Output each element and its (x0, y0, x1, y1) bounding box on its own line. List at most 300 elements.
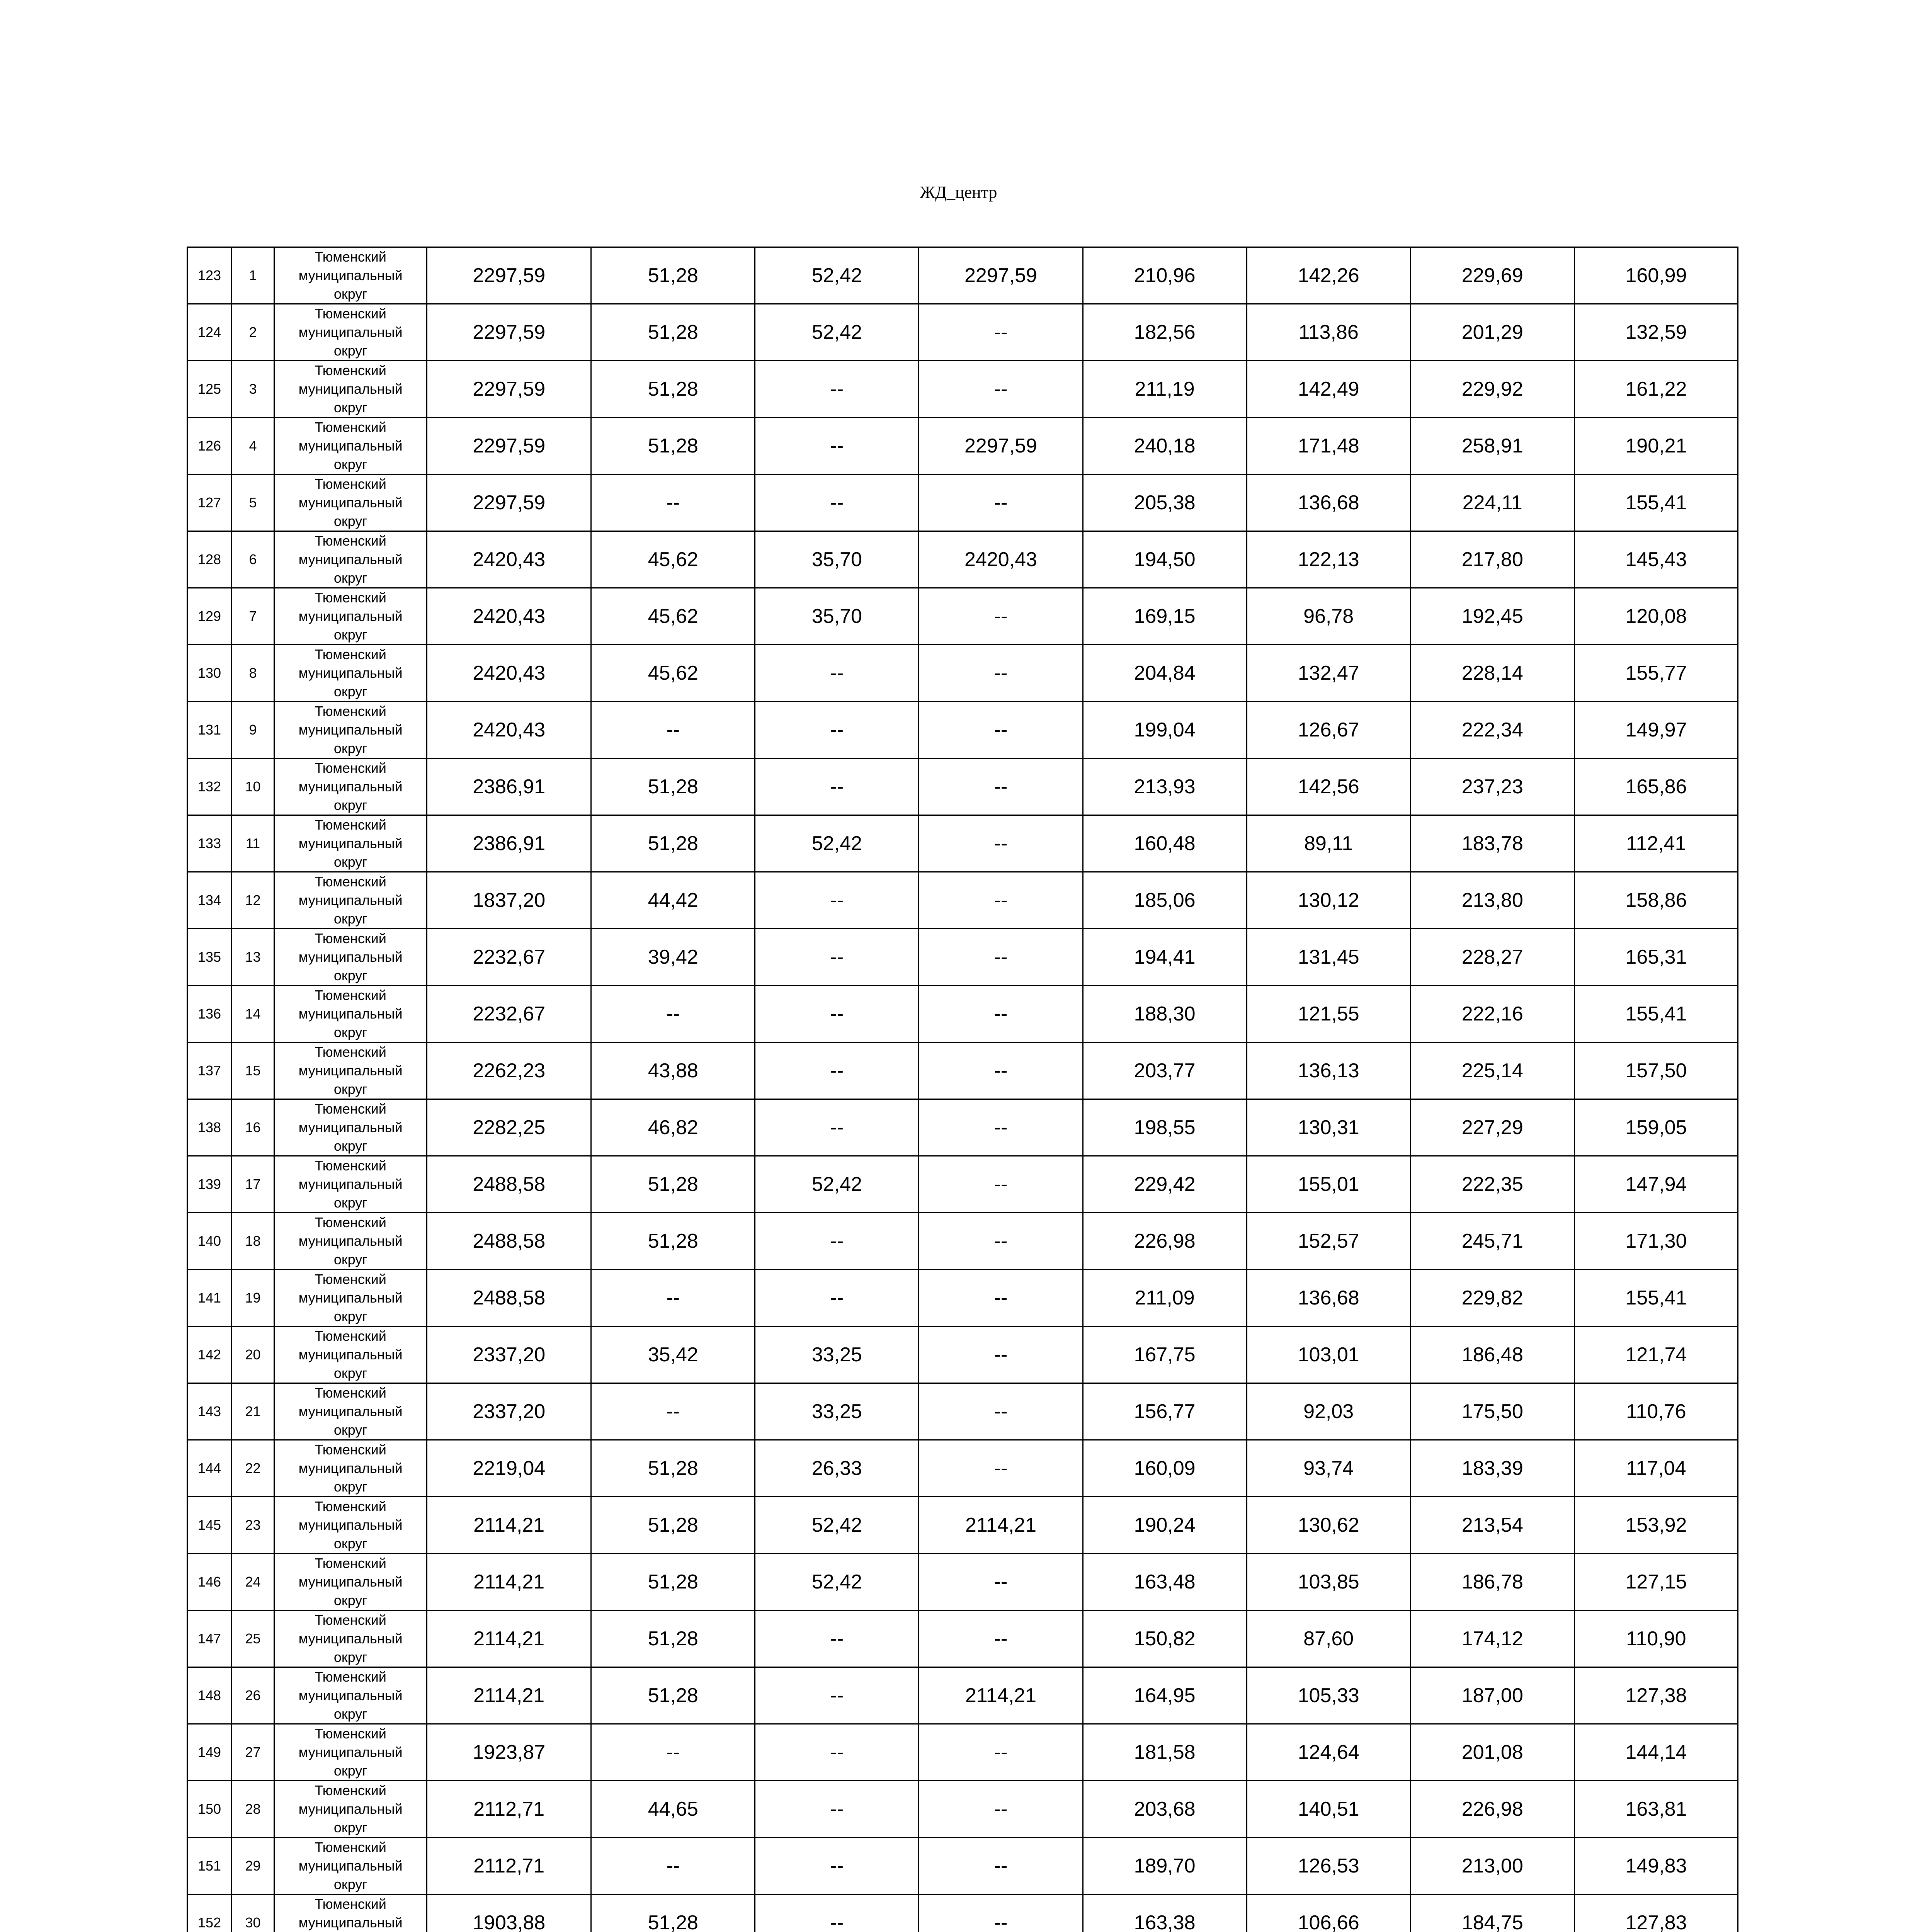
value-cell: 142,49 (1247, 361, 1410, 418)
value-cell: 52,42 (755, 1554, 919, 1611)
district-cell (274, 645, 427, 702)
value-cell: 161,22 (1574, 361, 1738, 418)
value-cell: -- (919, 759, 1083, 815)
row-number-cell: 12 (232, 872, 274, 929)
row-number-cell: 13 (232, 929, 274, 986)
value-cell: -- (919, 1213, 1083, 1270)
value-cell: 155,77 (1574, 645, 1738, 702)
value-cell: 201,08 (1410, 1724, 1574, 1781)
row-index-cell: 150 (187, 1781, 232, 1838)
value-cell: 51,28 (591, 247, 755, 304)
value-cell: -- (919, 1043, 1083, 1099)
value-cell: 51,28 (591, 1440, 755, 1497)
value-cell: 51,28 (591, 1895, 755, 1932)
table-row (187, 645, 1738, 702)
value-cell: 1837,20 (427, 872, 591, 929)
row-number-cell: 6 (232, 531, 274, 588)
value-cell: -- (755, 929, 919, 986)
district-type-line: муниципальный (298, 1915, 403, 1930)
table-row (187, 531, 1738, 588)
value-cell: 2488,58 (427, 1270, 591, 1327)
value-cell: -- (755, 474, 919, 531)
value-cell: 164,95 (1083, 1667, 1247, 1724)
row-index-cell: 146 (187, 1554, 232, 1611)
district-type-line: муниципальный (298, 1687, 403, 1703)
value-cell: 35,70 (755, 531, 919, 588)
district-type-suffix: округ (333, 684, 367, 699)
value-cell: 110,90 (1574, 1611, 1738, 1667)
table-row (187, 1611, 1738, 1667)
row-index-cell: 135 (187, 929, 232, 986)
district-cell (274, 1099, 427, 1156)
value-cell: 222,34 (1410, 702, 1574, 759)
row-number-cell: 22 (232, 1440, 274, 1497)
table-row (187, 1667, 1738, 1724)
value-cell: 228,14 (1410, 645, 1574, 702)
value-cell: 144,14 (1574, 1724, 1738, 1781)
table-row (187, 588, 1738, 645)
district-type-suffix: округ (333, 1592, 367, 1608)
value-cell: 51,28 (591, 1213, 755, 1270)
value-cell: 92,03 (1247, 1383, 1410, 1440)
value-cell: 185,06 (1083, 872, 1247, 929)
table-body (187, 247, 1738, 1932)
value-cell: 258,91 (1410, 418, 1574, 474)
district-name: Тюменский (315, 1555, 386, 1571)
value-cell: 186,48 (1410, 1327, 1574, 1383)
value-cell: 2232,67 (427, 986, 591, 1043)
value-cell: 2114,21 (919, 1667, 1083, 1724)
district-type-line: муниципальный (298, 1460, 403, 1476)
tariff-table (187, 247, 1738, 1932)
value-cell: 211,19 (1083, 361, 1247, 418)
value-cell: 192,45 (1410, 588, 1574, 645)
district-type-suffix: округ (333, 1479, 367, 1495)
district-type-line: муниципальный (298, 1574, 403, 1590)
row-index-cell: 134 (187, 872, 232, 929)
value-cell: 2488,58 (427, 1213, 591, 1270)
value-cell: 105,33 (1247, 1667, 1410, 1724)
value-cell: 103,01 (1247, 1327, 1410, 1383)
value-cell: 181,58 (1083, 1724, 1247, 1781)
value-cell: 87,60 (1247, 1611, 1410, 1667)
table-row (187, 872, 1738, 929)
value-cell: 45,62 (591, 588, 755, 645)
district-name: Тюменский (315, 1669, 386, 1685)
value-cell: 142,26 (1247, 247, 1410, 304)
district-name: Тюменский (315, 1328, 386, 1344)
value-cell: 52,42 (755, 304, 919, 361)
table-row (187, 929, 1738, 986)
value-cell: 2337,20 (427, 1383, 591, 1440)
district-cell (274, 1327, 427, 1383)
district-name: Тюменский (315, 1214, 386, 1230)
row-number-cell: 17 (232, 1156, 274, 1213)
value-cell: -- (919, 1838, 1083, 1895)
district-type-line: муниципальный (298, 1631, 403, 1646)
value-cell: -- (919, 1383, 1083, 1440)
district-name: Тюменский (315, 987, 386, 1003)
value-cell: 51,28 (591, 361, 755, 418)
table-row (187, 1440, 1738, 1497)
value-cell: -- (919, 1554, 1083, 1611)
value-cell: 153,92 (1574, 1497, 1738, 1554)
district-name: Тюменский (315, 1044, 386, 1060)
district-type-line: муниципальный (298, 1006, 403, 1022)
district-name: Тюменский (315, 1385, 386, 1401)
value-cell: 188,30 (1083, 986, 1247, 1043)
value-cell: 149,97 (1574, 702, 1738, 759)
district-type-suffix: округ (333, 1876, 367, 1892)
row-number-cell: 10 (232, 759, 274, 815)
value-cell: 121,55 (1247, 986, 1410, 1043)
value-cell: -- (755, 1667, 919, 1724)
value-cell: 2114,21 (919, 1497, 1083, 1554)
value-cell: -- (591, 1838, 755, 1895)
value-cell: -- (919, 986, 1083, 1043)
value-cell: 147,94 (1574, 1156, 1738, 1213)
value-cell: 51,28 (591, 1156, 755, 1213)
value-cell: 51,28 (591, 759, 755, 815)
value-cell: 203,68 (1083, 1781, 1247, 1838)
value-cell: 2420,43 (427, 531, 591, 588)
value-cell: -- (755, 1043, 919, 1099)
value-cell: 217,80 (1410, 531, 1574, 588)
value-cell: 51,28 (591, 1611, 755, 1667)
table-row (187, 815, 1738, 872)
district-cell (274, 986, 427, 1043)
row-index-cell: 140 (187, 1213, 232, 1270)
row-index-cell: 138 (187, 1099, 232, 1156)
value-cell: -- (919, 304, 1083, 361)
value-cell: 117,04 (1574, 1440, 1738, 1497)
value-cell: -- (919, 1611, 1083, 1667)
value-cell: -- (919, 361, 1083, 418)
district-name: Тюменский (315, 817, 386, 833)
row-index-cell: 126 (187, 418, 232, 474)
value-cell: 157,50 (1574, 1043, 1738, 1099)
value-cell: 245,71 (1410, 1213, 1574, 1270)
value-cell: 35,42 (591, 1327, 755, 1383)
value-cell: -- (755, 1724, 919, 1781)
row-number-cell: 7 (232, 588, 274, 645)
value-cell: 89,11 (1247, 815, 1410, 872)
district-cell (274, 702, 427, 759)
table-row (187, 986, 1738, 1043)
value-cell: -- (919, 872, 1083, 929)
value-cell: 2420,43 (427, 588, 591, 645)
row-number-cell: 30 (232, 1895, 274, 1932)
value-cell: 160,99 (1574, 247, 1738, 304)
district-name: Тюменский (315, 306, 386, 321)
value-cell: 1923,87 (427, 1724, 591, 1781)
district-name: Тюменский (315, 476, 386, 492)
row-number-cell: 3 (232, 361, 274, 418)
row-number-cell: 27 (232, 1724, 274, 1781)
district-type-line: муниципальный (298, 324, 403, 340)
row-index-cell: 137 (187, 1043, 232, 1099)
district-type-line: муниципальный (298, 949, 403, 965)
row-number-cell: 15 (232, 1043, 274, 1099)
value-cell: 149,83 (1574, 1838, 1738, 1895)
value-cell: 228,27 (1410, 929, 1574, 986)
value-cell: 199,04 (1083, 702, 1247, 759)
value-cell: 127,83 (1574, 1895, 1738, 1932)
district-type-suffix: округ (333, 1081, 367, 1097)
district-type-suffix: округ (333, 968, 367, 983)
district-type-suffix: округ (333, 740, 367, 756)
value-cell: 130,31 (1247, 1099, 1410, 1156)
table-row (187, 1724, 1738, 1781)
table-row (187, 1099, 1738, 1156)
value-cell: -- (755, 1895, 919, 1932)
district-type-suffix: округ (333, 456, 367, 472)
value-cell: 155,41 (1574, 1270, 1738, 1327)
district-name: Тюменский (315, 1158, 386, 1173)
table-row (187, 1838, 1738, 1895)
value-cell: -- (919, 1781, 1083, 1838)
value-cell: -- (591, 986, 755, 1043)
row-number-cell: 2 (232, 304, 274, 361)
district-type-line: муниципальный (298, 722, 403, 738)
row-index-cell: 141 (187, 1270, 232, 1327)
district-name: Тюменский (315, 1612, 386, 1628)
district-cell (274, 1156, 427, 1213)
value-cell: 171,30 (1574, 1213, 1738, 1270)
value-cell: -- (919, 1440, 1083, 1497)
value-cell: 52,42 (755, 1497, 919, 1554)
value-cell: 171,48 (1247, 418, 1410, 474)
value-cell: 1903,88 (427, 1895, 591, 1932)
value-cell: 127,15 (1574, 1554, 1738, 1611)
value-cell: 163,48 (1083, 1554, 1247, 1611)
value-cell: 35,70 (755, 588, 919, 645)
value-cell: 175,50 (1410, 1383, 1574, 1440)
row-index-cell: 147 (187, 1611, 232, 1667)
value-cell: 52,42 (755, 815, 919, 872)
value-cell: -- (755, 872, 919, 929)
value-cell: -- (919, 1099, 1083, 1156)
value-cell: 51,28 (591, 1667, 755, 1724)
district-type-suffix: округ (333, 570, 367, 586)
row-number-cell: 19 (232, 1270, 274, 1327)
row-index-cell: 149 (187, 1724, 232, 1781)
value-cell: 183,78 (1410, 815, 1574, 872)
district-type-suffix: округ (333, 1422, 367, 1438)
value-cell: 43,88 (591, 1043, 755, 1099)
value-cell: 130,12 (1247, 872, 1410, 929)
district-type-line: муниципальный (298, 1347, 403, 1362)
district-type-line: муниципальный (298, 1517, 403, 1533)
value-cell: 126,53 (1247, 1838, 1410, 1895)
district-cell (274, 1043, 427, 1099)
row-number-cell: 23 (232, 1497, 274, 1554)
value-cell: 2297,59 (427, 247, 591, 304)
value-cell: 2420,43 (919, 531, 1083, 588)
value-cell: 2112,71 (427, 1838, 591, 1895)
value-cell: 51,28 (591, 815, 755, 872)
district-cell (274, 588, 427, 645)
row-number-cell: 21 (232, 1383, 274, 1440)
value-cell: 113,86 (1247, 304, 1410, 361)
value-cell: 225,14 (1410, 1043, 1574, 1099)
value-cell: 186,78 (1410, 1554, 1574, 1611)
value-cell: 163,38 (1083, 1895, 1247, 1932)
district-cell (274, 759, 427, 815)
value-cell: 126,67 (1247, 702, 1410, 759)
value-cell: 205,38 (1083, 474, 1247, 531)
value-cell: 46,82 (591, 1099, 755, 1156)
district-name: Тюменский (315, 590, 386, 605)
district-cell (274, 1667, 427, 1724)
value-cell: 2297,59 (427, 304, 591, 361)
value-cell: 210,96 (1083, 247, 1247, 304)
value-cell: -- (919, 1895, 1083, 1932)
district-type-suffix: округ (333, 1195, 367, 1211)
value-cell: 136,13 (1247, 1043, 1410, 1099)
district-name: Тюменский (315, 249, 386, 265)
row-index-cell: 127 (187, 474, 232, 531)
district-name: Тюменский (315, 1839, 386, 1855)
value-cell: 229,42 (1083, 1156, 1247, 1213)
row-index-cell: 124 (187, 304, 232, 361)
value-cell: 229,82 (1410, 1270, 1574, 1327)
value-cell: 2219,04 (427, 1440, 591, 1497)
district-cell (274, 1383, 427, 1440)
row-index-cell: 129 (187, 588, 232, 645)
value-cell: 213,93 (1083, 759, 1247, 815)
table-row (187, 304, 1738, 361)
value-cell: 222,35 (1410, 1156, 1574, 1213)
row-index-cell: 131 (187, 702, 232, 759)
district-type-suffix: округ (333, 513, 367, 529)
value-cell: 2297,59 (427, 418, 591, 474)
value-cell: 2262,23 (427, 1043, 591, 1099)
value-cell: 2282,25 (427, 1099, 591, 1156)
row-number-cell: 28 (232, 1781, 274, 1838)
district-type-suffix: округ (333, 1024, 367, 1040)
value-cell: -- (591, 1724, 755, 1781)
value-cell: 51,28 (591, 1554, 755, 1611)
value-cell: -- (591, 1383, 755, 1440)
value-cell: 203,77 (1083, 1043, 1247, 1099)
table-row (187, 1156, 1738, 1213)
value-cell: 2337,20 (427, 1327, 591, 1383)
table-row (187, 1383, 1738, 1440)
value-cell: 187,00 (1410, 1667, 1574, 1724)
value-cell: 160,09 (1083, 1440, 1247, 1497)
district-cell (274, 531, 427, 588)
value-cell: -- (591, 474, 755, 531)
value-cell: 2297,59 (919, 247, 1083, 304)
row-number-cell: 4 (232, 418, 274, 474)
value-cell: -- (755, 986, 919, 1043)
value-cell: 229,69 (1410, 247, 1574, 304)
value-cell: 45,62 (591, 645, 755, 702)
district-name: Тюменский (315, 930, 386, 946)
district-cell (274, 1838, 427, 1895)
value-cell: 226,98 (1410, 1781, 1574, 1838)
table-row (187, 1043, 1738, 1099)
district-cell (274, 1213, 427, 1270)
district-cell (274, 247, 427, 304)
value-cell: 169,15 (1083, 588, 1247, 645)
value-cell: 52,42 (755, 247, 919, 304)
value-cell: -- (755, 1099, 919, 1156)
value-cell: 45,62 (591, 531, 755, 588)
value-cell: 229,92 (1410, 361, 1574, 418)
value-cell: 159,05 (1574, 1099, 1738, 1156)
district-cell (274, 418, 427, 474)
district-type-line: муниципальный (298, 1744, 403, 1760)
district-name: Тюменский (315, 760, 386, 776)
district-cell (274, 1554, 427, 1611)
district-cell (274, 361, 427, 418)
value-cell: 33,25 (755, 1383, 919, 1440)
table-row (187, 474, 1738, 531)
table-row (187, 1270, 1738, 1327)
district-type-line: муниципальный (298, 779, 403, 794)
value-cell: 136,68 (1247, 474, 1410, 531)
value-cell: 124,64 (1247, 1724, 1410, 1781)
value-cell: 189,70 (1083, 1838, 1247, 1895)
row-number-cell: 25 (232, 1611, 274, 1667)
district-type-line: муниципальный (298, 381, 403, 397)
value-cell: 96,78 (1247, 588, 1410, 645)
value-cell: 26,33 (755, 1440, 919, 1497)
value-cell: -- (755, 361, 919, 418)
district-type-suffix: округ (333, 854, 367, 870)
value-cell: -- (755, 1838, 919, 1895)
value-cell: -- (919, 1327, 1083, 1383)
value-cell: -- (755, 418, 919, 474)
district-type-suffix: округ (333, 1763, 367, 1779)
value-cell: -- (591, 702, 755, 759)
district-type-line: муниципальный (298, 1290, 403, 1306)
district-type-suffix: округ (333, 911, 367, 927)
value-cell: 165,31 (1574, 929, 1738, 986)
value-cell: 106,66 (1247, 1895, 1410, 1932)
table-row (187, 1554, 1738, 1611)
table-row (187, 759, 1738, 815)
district-name: Тюменский (315, 1442, 386, 1458)
value-cell: 190,21 (1574, 418, 1738, 474)
value-cell: -- (591, 1270, 755, 1327)
table-row (187, 1895, 1738, 1932)
value-cell: 227,29 (1410, 1099, 1574, 1156)
table-row (187, 1327, 1738, 1383)
value-cell: -- (755, 1781, 919, 1838)
value-cell: 222,16 (1410, 986, 1574, 1043)
row-index-cell: 136 (187, 986, 232, 1043)
district-type-suffix: округ (333, 1649, 367, 1665)
district-type-line: муниципальный (298, 1403, 403, 1419)
district-type-line: муниципальный (298, 1176, 403, 1192)
value-cell: 33,25 (755, 1327, 919, 1383)
value-cell: 136,68 (1247, 1270, 1410, 1327)
district-type-suffix: округ (333, 1308, 367, 1324)
table-row (187, 418, 1738, 474)
district-type-line: муниципальный (298, 1801, 403, 1817)
district-type-suffix: округ (333, 1820, 367, 1835)
district-name: Тюменский (315, 1101, 386, 1117)
district-type-line: муниципальный (298, 835, 403, 851)
row-number-cell: 24 (232, 1554, 274, 1611)
value-cell: 182,56 (1083, 304, 1247, 361)
value-cell: 237,23 (1410, 759, 1574, 815)
district-name: Тюменский (315, 874, 386, 889)
row-index-cell: 130 (187, 645, 232, 702)
